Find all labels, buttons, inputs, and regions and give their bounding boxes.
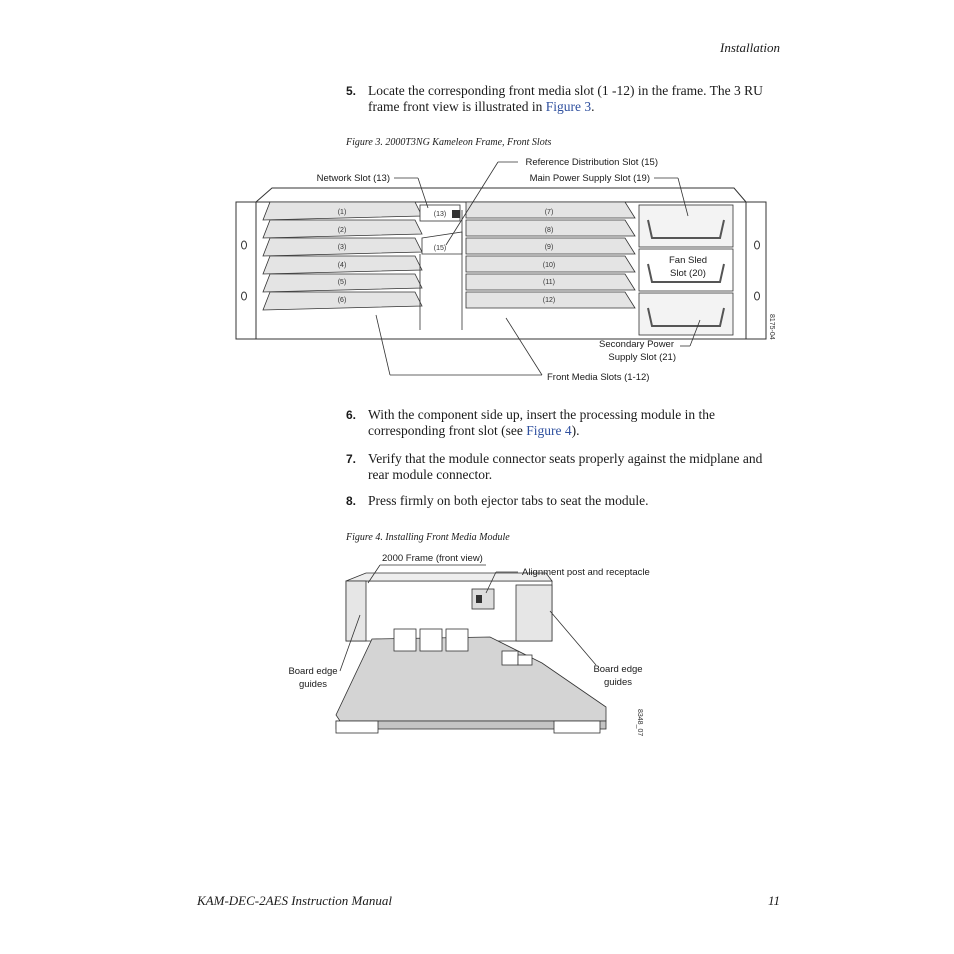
slot-label: (1) (337, 209, 347, 216)
board-edge-guides-left-label: Board edge (288, 666, 338, 677)
step-text: Press firmly on both ejector tabs to seat the module. (368, 493, 649, 508)
connector (518, 655, 532, 665)
figure-3-caption: Figure 3. 2000T3NG Kameleon Frame, Front Slots (346, 137, 552, 148)
step-text (368, 83, 786, 115)
slot-label: (4) (337, 262, 347, 269)
connector (420, 629, 442, 651)
footer-page-number: 11 (767, 893, 780, 908)
step-text (368, 407, 786, 439)
ejector-tab[interactable] (554, 721, 600, 733)
footer-manual-title: KAM-DEC-2AES Instruction Manual (197, 893, 392, 908)
secondary-power-label: Supply Slot (21) (608, 352, 676, 363)
ejector-tab[interactable] (336, 721, 378, 733)
figure-3-frame-diagram (230, 150, 790, 390)
slot-label: (11) (543, 279, 555, 286)
step-text-end: ). (571, 423, 580, 438)
right-guide-panel (516, 585, 552, 641)
secondary-power-label: Secondary Power (599, 339, 674, 350)
slot-label: (10) (542, 262, 556, 269)
left-guide-panel (346, 581, 366, 641)
slot-label: (3) (337, 244, 347, 251)
slot-label: (15) (433, 245, 447, 252)
step-number: 8. (346, 494, 357, 508)
step-5 (346, 83, 786, 115)
main-power-label: Main Power Supply Slot (19) (529, 173, 650, 184)
slot-label: (6) (337, 297, 347, 304)
slot-label: (7) (544, 209, 554, 216)
slot-label: (2) (337, 227, 347, 234)
ref-dist-slot-label: Reference Distribution Slot (15) (525, 157, 658, 168)
figure-4-module-diagram (280, 545, 660, 745)
step-text-end: . (591, 99, 595, 114)
circuit-board (336, 637, 606, 721)
figure-3-link[interactable]: Figure 3 (545, 99, 592, 114)
alignment-receptacle (472, 589, 494, 609)
fan-sled-label: Fan Sled (668, 255, 708, 266)
step-text: Verify that the module connector seats properly against the midplane and rear module connector. (368, 451, 763, 482)
step-7 (346, 451, 786, 483)
step-6 (346, 407, 786, 439)
slot-label: (5) (337, 279, 347, 286)
board-edge-guides-left-label: guides (299, 679, 327, 690)
slot-label: (8) (544, 227, 554, 234)
figure-id: 8175-04 (768, 314, 775, 340)
figure-4-link[interactable]: Figure 4 (526, 423, 572, 438)
fan-sled-label: Slot (20) (670, 268, 706, 279)
step-number: 5. (346, 84, 357, 98)
alignment-label: Alignment post and receptacle (522, 567, 650, 578)
figure-4-caption: Figure 4. Installing Front Media Module (346, 532, 510, 543)
slot-label: (13) (433, 211, 447, 218)
step-text-body: With the component side up, insert the processing module in the corresponding front slot (see (368, 407, 716, 438)
step-number: 6. (346, 408, 357, 422)
step-number: 7. (346, 452, 357, 466)
step-8 (346, 493, 786, 509)
frame-top (256, 188, 746, 202)
connector (446, 629, 468, 651)
board-edge-guides-right-label: guides (604, 677, 632, 688)
left-rack-ear (236, 202, 256, 339)
step-text-body: Locate the corresponding front media slot (1 -12) in the frame. The 3 RU frame front view is illustrated in (368, 83, 763, 114)
slot-label: (9) (544, 244, 554, 251)
connector (394, 629, 416, 651)
right-rack-ear (746, 202, 766, 339)
connector (502, 651, 518, 665)
running-header: Installation (720, 40, 780, 55)
board-edge-guides-right-label: Board edge (593, 664, 643, 675)
front-media-label: Front Media Slots (1-12) (547, 372, 650, 383)
frame-label: 2000 Frame (front view) (382, 553, 483, 564)
slot-label: (12) (542, 297, 556, 304)
network-slot-label: Network Slot (13) (316, 173, 390, 184)
figure-id: 8348_07 (636, 709, 643, 737)
